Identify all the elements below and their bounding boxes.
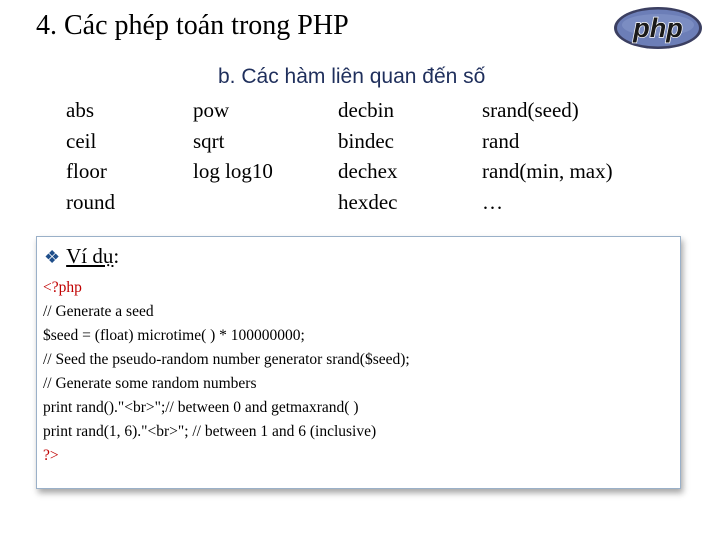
code-line: print rand()."<br>";// between 0 and getmaxrand( ) (43, 399, 359, 416)
code-line-php-close: ?> (43, 447, 59, 464)
example-heading (44, 244, 119, 269)
function-item: rand (482, 128, 520, 153)
function-item: log log10 (193, 159, 273, 183)
code-line: print rand(1, 6)."<br>"; // between 1 and 6 (inclusive) (43, 423, 377, 440)
php-logo (612, 4, 704, 52)
function-item: srand(seed) (482, 98, 579, 122)
function-item: abs (66, 98, 94, 122)
code-line-php-open: <?php (43, 279, 82, 296)
function-item: bindec (338, 128, 394, 153)
code-line: $seed = (float) microtime( ) * 100000000; (43, 327, 305, 344)
function-item: ceil (66, 128, 97, 153)
function-item: pow (193, 98, 230, 122)
code-line: // Seed the pseudo-random number generator srand($seed); (43, 351, 410, 368)
function-item: floor (66, 159, 107, 183)
function-column-math (66, 95, 115, 217)
example-colon: : (113, 244, 120, 268)
function-item: dechex (338, 159, 398, 183)
code-line: // Generate some random numbers (43, 375, 257, 392)
function-item: round (66, 189, 115, 214)
function-item: decbin (338, 98, 394, 122)
function-column-power (193, 95, 273, 187)
slide-title: 4. Các phép toán trong PHP (36, 10, 349, 41)
function-item: rand(min, max) (482, 159, 613, 183)
function-column-random (482, 95, 613, 217)
code-line: // Generate a seed (43, 303, 154, 320)
function-item: sqrt (193, 128, 225, 153)
logo-text: php (633, 13, 683, 43)
code-block (43, 276, 410, 468)
section-subtitle: b. Các hàm liên quan đến số (218, 65, 486, 88)
function-column-conversion (338, 95, 397, 217)
function-item: hexdec (338, 189, 398, 214)
diamond-bullet-icon: ❖ (44, 247, 61, 267)
example-label: Ví dụ (66, 244, 114, 268)
function-item: … (482, 189, 503, 214)
